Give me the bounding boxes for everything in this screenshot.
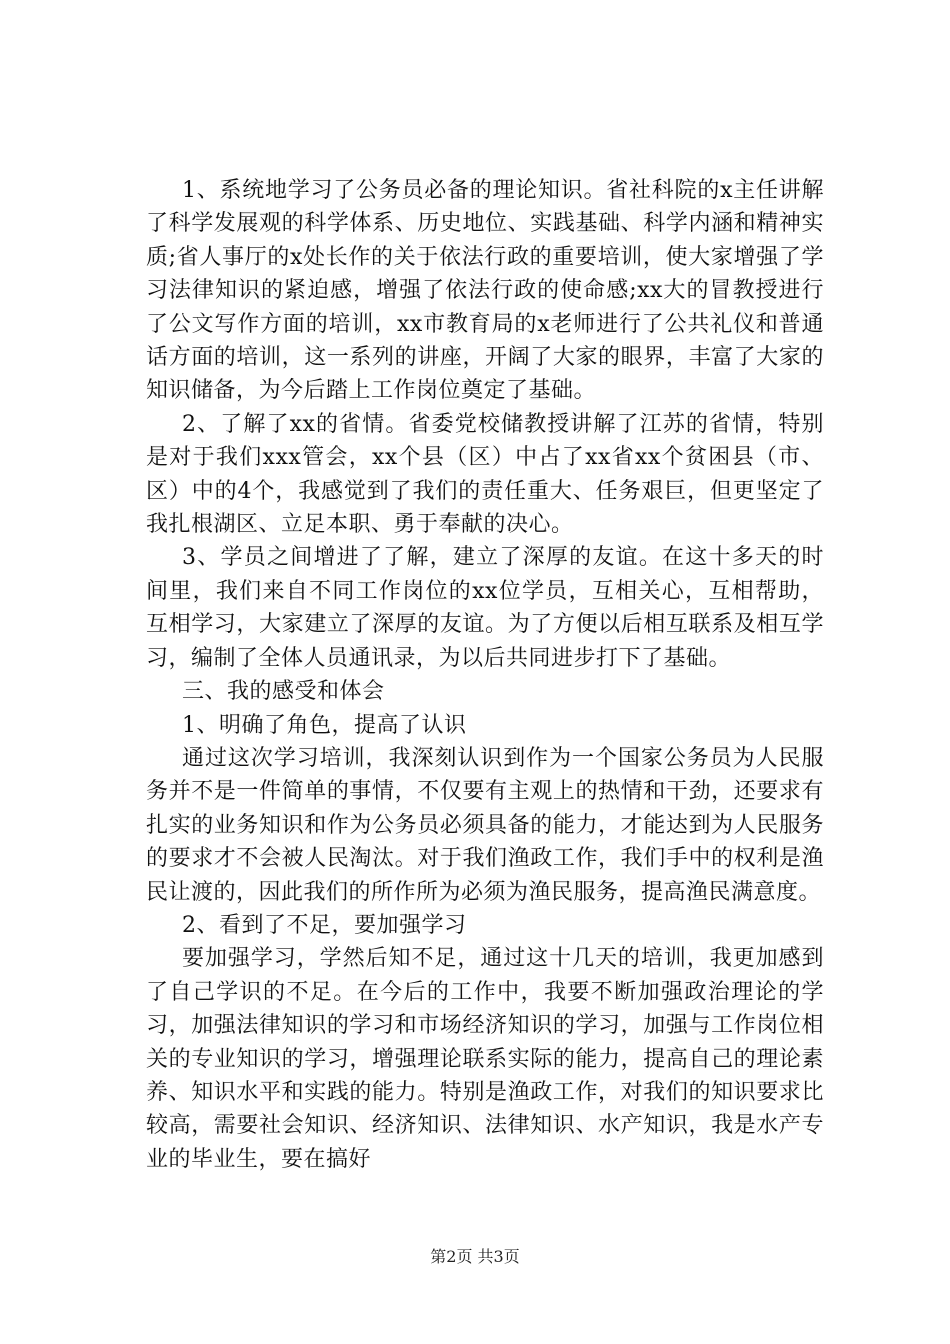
page-number-footer: 第2页 共3页	[430, 1247, 520, 1266]
section-heading: 三、我的感受和体会	[182, 679, 385, 705]
subsection-heading: 1、明确了角色，提高了认识	[182, 712, 467, 738]
paragraph: 3、学员之间增进了了解，建立了深厚的友谊。在这十多天的时间里，我们来自不同工作岗位的xx位学员，互相关心，互相帮助，互相学习，大家建立了深厚的友谊。为了方便以后相互联系及相互学习，编制了全体人员通讯录，为以后共同进步打下了基础。	[146, 545, 824, 671]
paragraph: 2、了解了xx的省情。省委党校储教授讲解了江苏的省情，特别是对于我们xxx管会，xx个县（区）中占了xx省xx个贫困县（市、区）中的4个，我感觉到了我们的责任重大、任务艰巨，但更坚定了我扎根湖区、立足本职、勇于奉献的决心。	[146, 411, 824, 538]
document-body	[146, 174, 824, 1176]
paragraph: 1、系统地学习了公务员必备的理论知识。省社科院的x主任讲解了科学发展观的科学体系、历史地位、实践基础、科学内涵和精神实质;省人事厅的x处长作的关于依法行政的重要培训，使大家增强了学习法律知识的紧迫感，增强了依法行政的使命感;xx大的冒教授进行了公文写作方面的培训，xx市教育局的x老师进行了公共礼仪和普通话方面的培训，这一系列的讲座，开阔了大家的眼界，丰富了大家的知识储备，为今后踏上工作岗位奠定了基础。	[146, 178, 824, 404]
paragraph: 要加强学习，学然后知不足，通过这十几天的培训，我更加感到了自己学识的不足。在今后的工作中，我要不断加强政治理论的学习，加强法律知识的学习和市场经济知识的学习，加强与工作岗位相关的专业知识的学习，增强理论联系实际的能力，提高自己的理论素养、知识水平和实践的能力。特别是渔政工作，对我们的知识要求比较高，需要社会知识、经济知识、法律知识、水产知识，我是水产专业的毕业生，要在搞好	[146, 946, 824, 1172]
paragraph: 通过这次学习培训，我深刻认识到作为一个国家公务员为人民服务并不是一件简单的事情，不仅要有主观上的热情和干劲，还要求有扎实的业务知识和作为公务员必须具备的能力，才能达到为人民服务的要求才不会被人民淘汰。对于我们渔政工作，我们手中的权利是渔民让渡的，因此我们的所作所为必须为渔民服务，提高渔民满意度。	[146, 745, 824, 905]
subsection-heading: 2、看到了不足，要加强学习	[182, 912, 467, 938]
